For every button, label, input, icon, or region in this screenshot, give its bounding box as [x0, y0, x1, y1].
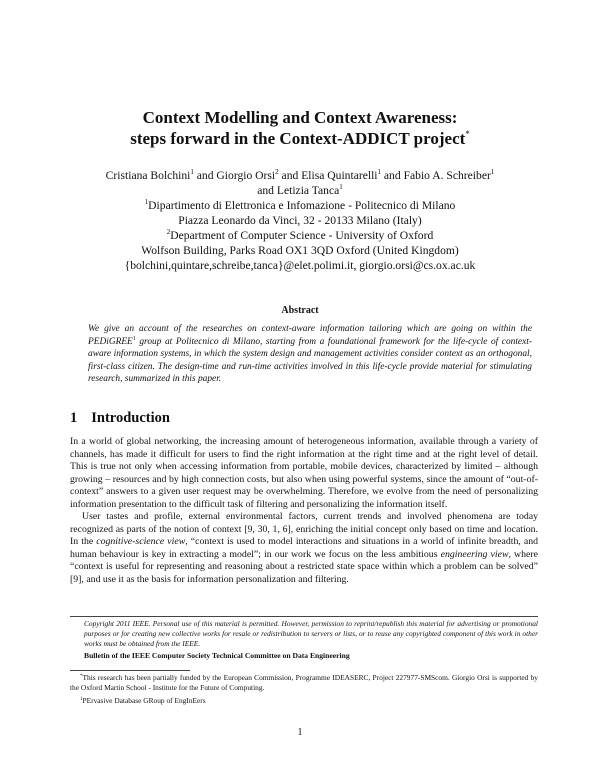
author-name: Cristiana Bolchini [105, 169, 191, 182]
title-footnote-mark: * [465, 129, 470, 139]
bulletin-name: Bulletin of the IEEE Computer Society Technical Committee on Data Engineering [84, 651, 350, 660]
affiliation-1: $^1$Dipartimento di Elettronica e Infomazione - Politecnico di Milano [144, 198, 456, 212]
affiliation-2: $^2$Department of Computer Science - University of Oxford [166, 227, 434, 242]
author-affil-mark: 1 [339, 182, 343, 191]
footnote-divider [70, 670, 190, 671]
section-number: 1 [70, 410, 78, 426]
author-line-1: Cristiana Bolchini$^1$ and Giorgio Orsi$^2$ and Elisa Quintarelli$^1$ and Fabio A. Schreiber$^1$ [105, 168, 495, 182]
author-affil-mark: 1 [190, 168, 194, 176]
paper-title [0, 107, 600, 149]
affiliation-1-address: Piazza Leonardo da Vinci, 32 - 20133 Milano (Italy) [178, 213, 422, 227]
footnote: $^1$PErvasive Database GRoup of EngInEers [80, 696, 206, 705]
title-line-2: steps forward in the Context-ADDICT project* [130, 129, 470, 148]
copyright-notice: Copyright 2011 IEEE. Personal use of this material is permitted. However, permission to reprint/republish this material for advertising or promotional purposes or for creating new collective works for resale or redistribution to servers or lists, or to reuse any copyrighted component of this work in other works must be obtained from the IEEE. [84, 619, 538, 648]
abstract-heading: Abstract [281, 305, 319, 316]
affiliations [0, 199, 600, 274]
section-heading [70, 410, 170, 427]
affiliation-2-address: Wolfson Building, Parks Road OX1 3QD Oxford (United Kingdom) [141, 243, 459, 257]
abstract-text: We give an account of the researches on context-aware information tailoring which are going on within the PEDiGREE$^1$ group at Politecnico di Milano, starting from a foundational framework for the life-cycle of context-aware information systems, in which the system design and management activities consider context as an orthogonal, first-class citizen. The design-time and run-time activities involved in this life-cycle provide material for stimulating research, summarized in this paper. [88, 324, 532, 385]
author-affil-mark: 1 [490, 168, 495, 176]
author-name: Elisa Quintarelli [301, 169, 378, 182]
author-name: Fabio A. Schreiber [403, 169, 491, 182]
footnote: *This research has been partially funded by the European Commission, Programme IDEASERC, Project 227977-SMScom. Giorgio Orsi is supported by the Oxford Martin School - Institute for the Future of Computing. [70, 673, 538, 692]
introduction-body [70, 436, 538, 586]
section-title: Introduction [91, 410, 170, 426]
author-name: Letizia Tanca [276, 183, 340, 197]
abstract-footnote-mark: 1 [132, 335, 136, 342]
copyright-divider [70, 616, 538, 617]
page-number: 1 [297, 727, 303, 738]
author-emails: {bolchini,quintare,schreibe,tanca}@elet.polimi.it, giorgio.orsi@cs.ox.ac.uk [124, 258, 476, 272]
paragraph: User tastes and profile, external environmental factors, current trends and involved phenomena are today recognized as parts of the notion of context [9, 30, 1, 6], enriching the initial concept only based on time and location. In the cognitive-science view, “context is used to model interactions and situations in a world of infinite breadth, and human behaviour is key in extracting a model”; in our work we focus on the less ambitious engineering view, where “context is useful for representing and reasoning about a restricted state space within which a problem can be solved” [9], and use it as the basis for information personalization and filtering. [70, 511, 538, 585]
author-affil-mark: 2 [275, 168, 279, 176]
author-affil-mark: 1 [377, 168, 382, 176]
title-line-1: Context Modelling and Context Awareness: [142, 108, 458, 127]
footnotes [70, 673, 538, 706]
author-name: Giorgio Orsi [216, 169, 276, 182]
paragraph: In a world of global networking, the increasing amount of heterogeneous information, available through a variety of channels, has made it difficult for users to find the right information at the right time and at the right level of detail. This is true not only when accessing information from portable, mobile devices, characterized by limited – although growing – resources and by high connection costs, but also when using powerful systems, since the amount of “out-of-context” answers to a given user request may be overwhelming. Therefore, we evolve from the need of personalizing information presentation to the difficult task of filtering and personalizing the information itself. [70, 436, 538, 510]
author-line-2: and Letizia Tanca$^1$ [257, 182, 343, 197]
author-list [0, 169, 600, 198]
